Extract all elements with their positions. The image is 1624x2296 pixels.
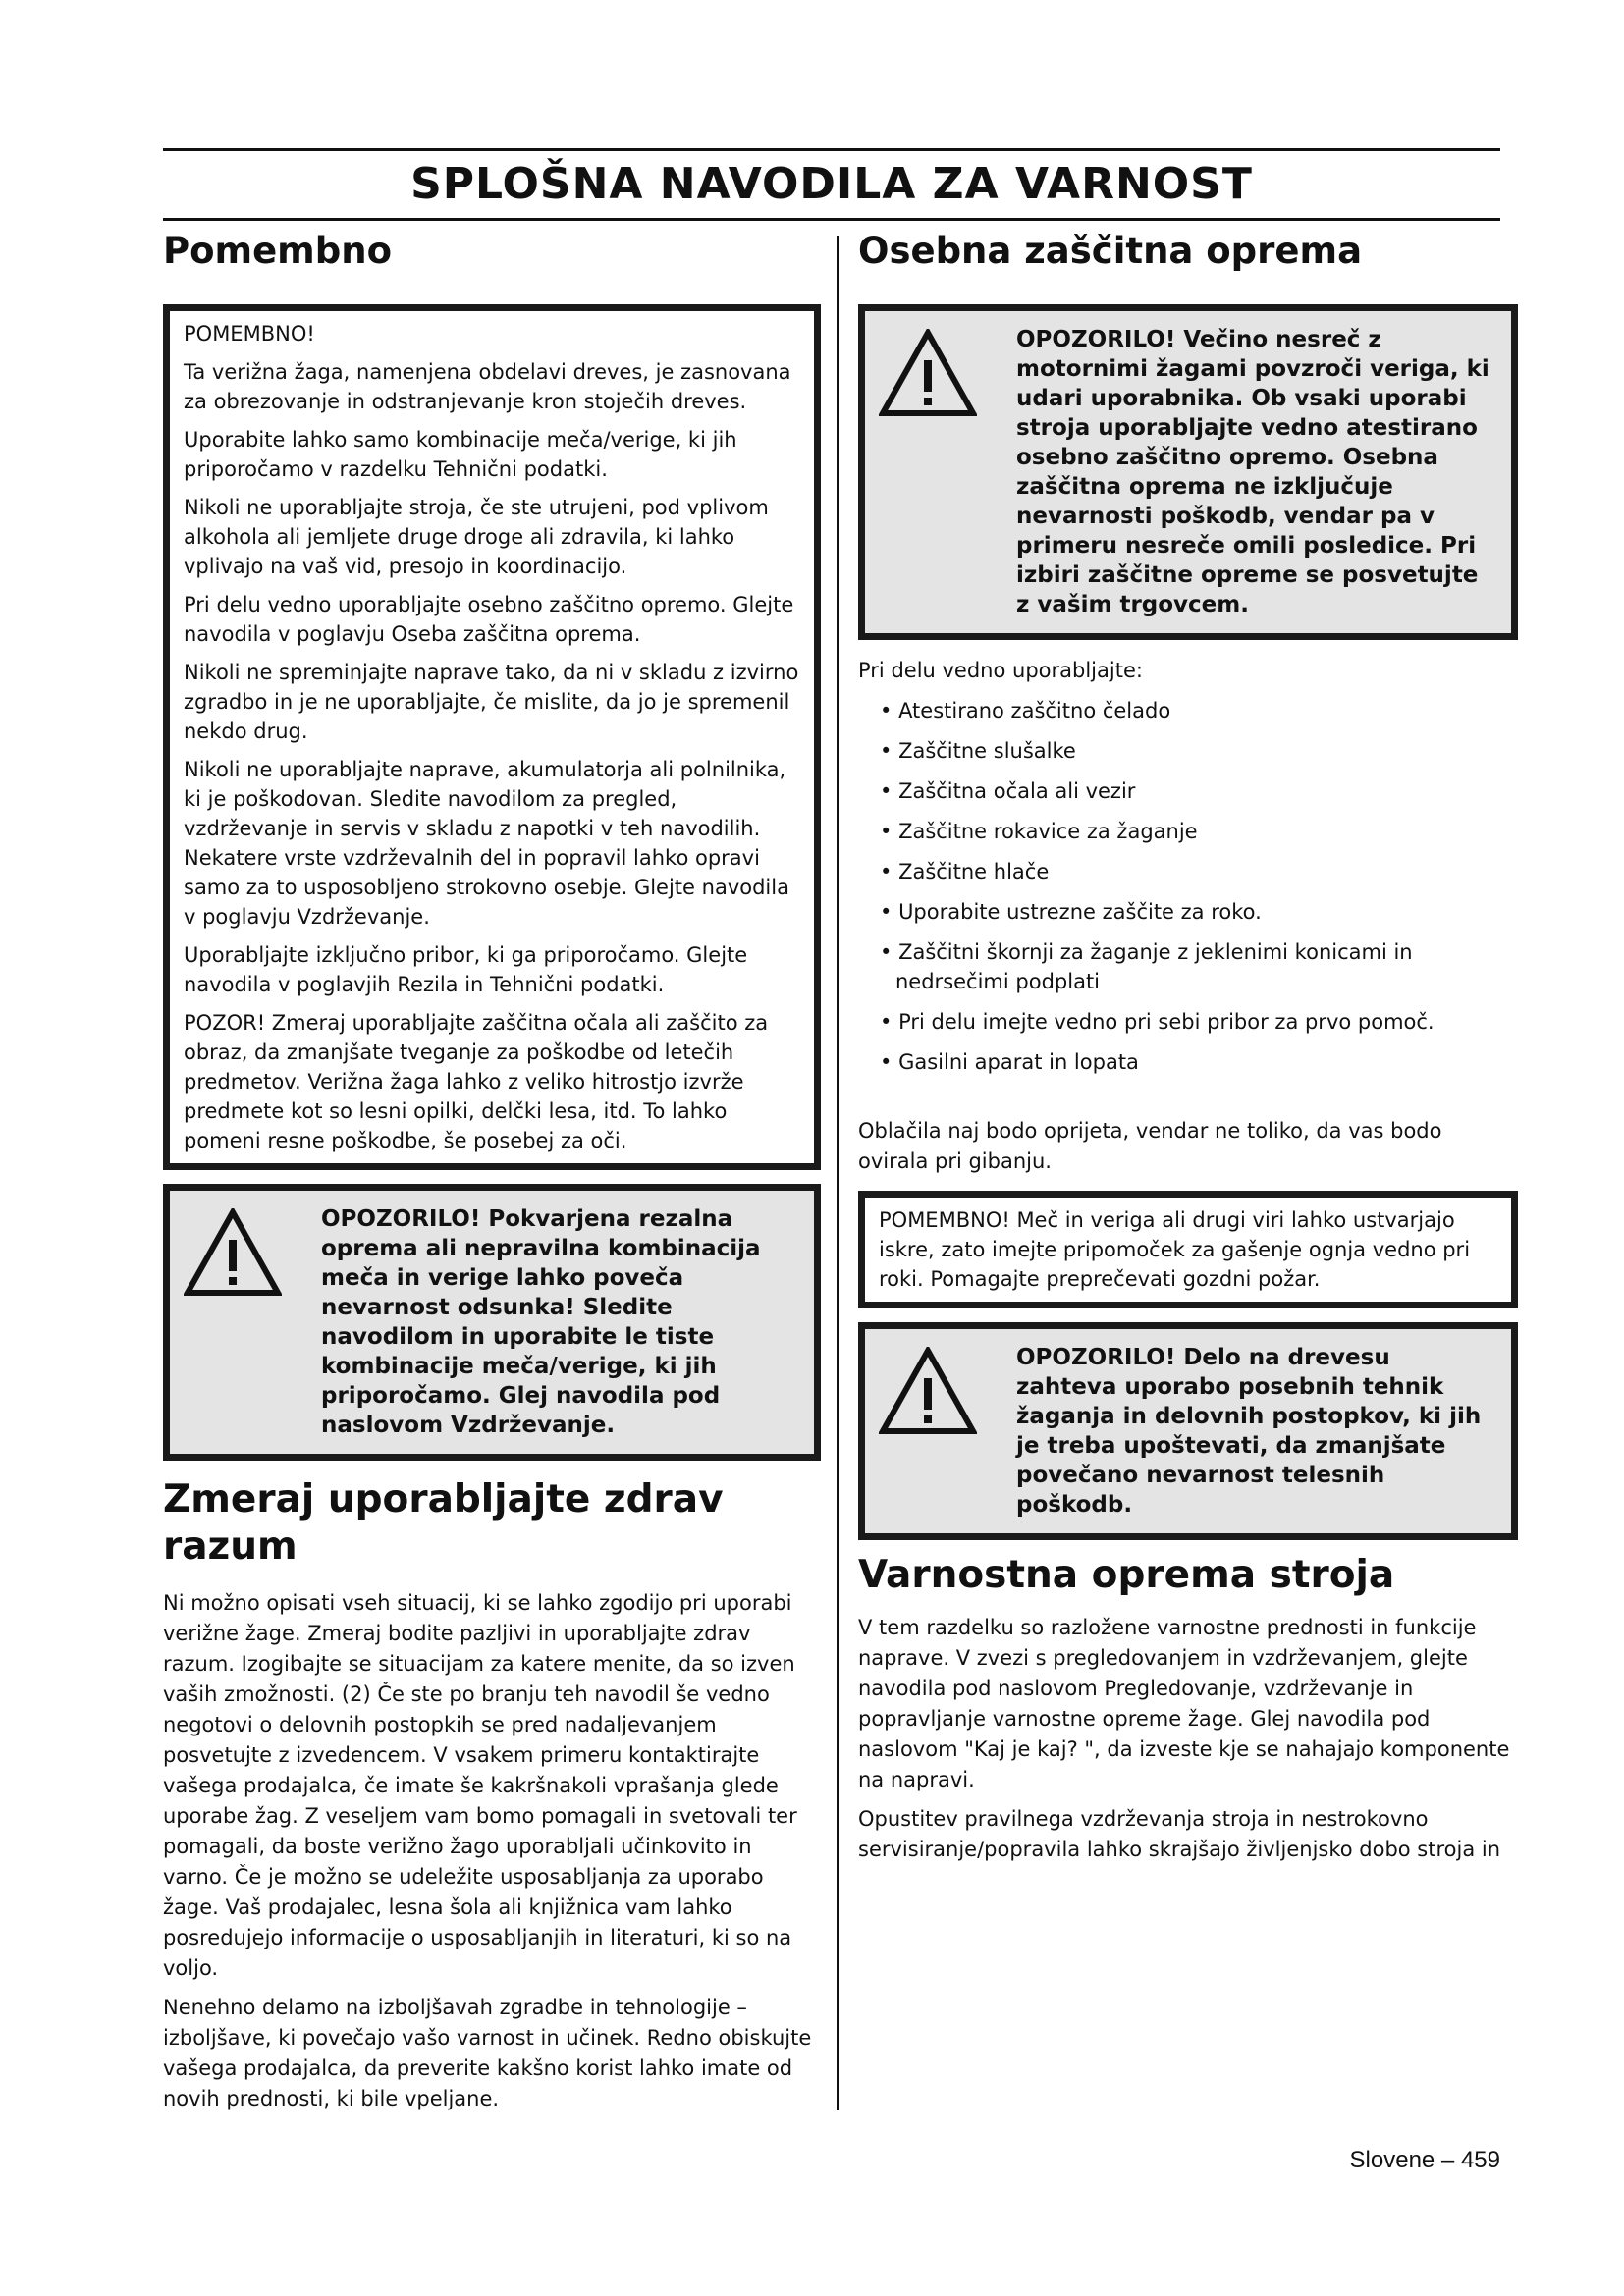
title-rule-bottom	[163, 218, 1500, 221]
notice-paragraph: Nikoli ne uporabljajte stroja, če ste utrujeni, pod vplivom alkohola ali jemljete druge droge ali zdravila, ki lahko vplivajo na vaš vid, presojo in koordinacijo.	[184, 496, 769, 578]
title-rule-top	[163, 148, 1500, 151]
heading-ppe: Osebna zaščitna oprema	[858, 230, 1363, 272]
list-item: • Zaščitne slušalke	[858, 736, 1518, 766]
important-notice-box	[163, 304, 821, 1170]
machine-paragraph: V tem razdelku so razložene varnostne prednosti in funkcije naprave. V zvezi s pregledovanjem in vzdrževanjem, glejte navodila pod naslovom Pregledovanje, vzdrževanje in popravljanje varnostne opreme žage. Glej navodila pod naslovom "Kaj je kaj? ", da izveste kje se nahajajo komponente na napravi.	[858, 1616, 1510, 1791]
ppe-list	[858, 696, 1518, 1077]
list-item: • Pri delu imejte vedno pri sebi pribor za prvo pomoč.	[858, 1007, 1518, 1037]
left-column	[163, 228, 821, 2123]
notice-paragraph: Pri delu vedno uporabljajte osebno zaščitno opremo. Glejte navodila v poglavju Oseba zaščitna oprema.	[184, 593, 794, 646]
list-item: • Zaščitne hlače	[858, 857, 1518, 886]
warning-triangle-icon	[184, 1204, 292, 1440]
important-fire-box	[858, 1191, 1518, 1308]
list-item: • Zaščitne rokavice za žaganje	[858, 817, 1518, 846]
warning-box-tree-work	[858, 1322, 1518, 1540]
list-item: • Gasilni aparat in lopata	[858, 1047, 1518, 1077]
page-footer: Slovene – 459	[1349, 2147, 1500, 2173]
warning-triangle-icon	[879, 325, 987, 619]
notice-paragraph: POMEMBNO!	[184, 322, 315, 346]
list-item: • Uporabite ustrezne zaščite za roko.	[858, 897, 1518, 927]
warning-box-cutting-equipment	[163, 1184, 821, 1461]
notice-paragraph: Nikoli ne spreminjajte naprave tako, da ni v skladu z izvirno zgradbo in je ne uporabljajte, če mislite, da jo je spremenil nekdo drug.	[184, 661, 799, 743]
right-column	[858, 228, 1518, 1874]
warning-text: OPOZORILO! Delo na drevesu zahteva uporabo posebnih tehnik žaganja in delovnih postopkov, ki jih je treba upoštevati, da zmanjšate povečano nevarnost telesnih poškodb.	[1016, 1345, 1482, 1518]
list-item: • Zaščitni škornji za žaganje z jeklenimi konicami in nedrsečimi podplati	[858, 937, 1518, 996]
warning-text: OPOZORILO! Večino nesreč z motornimi žagami povzroči veriga, ki udari uporabnika. Ob vsaki uporabi stroja uporabljajte vedno atestirano osebno zaščitno opremo. Osebna zaščitna oprema ne izključuje nevarnosti poškodb, vendar pa v primeru nesreče omili posledice. Pri izbiri zaščitne opreme se posvetujte z vašim trgovcem.	[1016, 327, 1489, 617]
notice-paragraph: Nikoli ne uporabljajte naprave, akumulatorja ali polnilnika, ki je poškodovan. Sledite navodilom za pregled, vzdrževanje in servis v skladu z napotki v teh navodilih. Nekatere vrste vzdrževalnih del in popravil lahko opravi samo za to usposobljeno strokovno osebje. Glejte navodila v poglavju Vzdrževanje.	[184, 758, 789, 929]
common-sense-paragraph: Ni možno opisati vseh situacij, ki se lahko zgodijo pri uporabi verižne žage. Zmeraj bodite pazljivi in uporabljajte zdrav razum. Izogibajte se situacijam za katere menite, da so izven vaših zmožnosti. (2) Če ste po branju teh navodil še vedno negotovi o delovnih postopkih se pred nadaljevanjem posvetujte z izvedencem. V vsakem primeru kontaktirajte vašega prodajalca, če imate še kakršnakoli vprašanja glede uporabe žag. Z veseljem vam bomo pomagali in svetovali ter pomagali, da boste verižno žago uporabljali učinkovito in varno. Če je možno se udeležite usposabljanja za uporabo žage. Vaš prodajalec, lesna šola ali knjižnica vam lahko posredujejo informacije o usposabljanjih in literaturi, ki so na voljo.	[163, 1591, 797, 1980]
machine-paragraph: Opustitev pravilnega vzdrževanja stroja in nestrokovno servisiranje/popravila lahko skrajšajo življenjsko dobo stroja in	[858, 1807, 1501, 1861]
heading-common-sense: Zmeraj uporabljajte zdrav razum	[163, 1477, 724, 1569]
page-title: SPLOŠNA NAVODILA ZA VARNOST	[410, 159, 1253, 209]
column-divider	[837, 236, 839, 2110]
warning-text: OPOZORILO! Pokvarjena rezalna oprema ali nepravilna kombinacija meča in verige lahko poveča nevarnost odsunka! Sledite navodilom in uporabite le tiste kombinacije meča/verige, ki jih priporočamo. Glej navodila pod naslovom Vzdrževanje.	[321, 1206, 761, 1438]
warning-box-ppe	[858, 304, 1518, 640]
common-sense-paragraph: Nenehno delamo na izboljšavah zgradbe in tehnologije – izboljšave, ki povečajo vašo varnost in učinek. Redno obiskujte vašega prodajalca, da preverite kakšno korist lahko imate od novih prednosti, ki bile vpeljane.	[163, 1996, 812, 2110]
heading-machine-safety: Varnostna oprema stroja	[858, 1553, 1395, 1597]
notice-paragraph: POZOR! Zmeraj uporabljajte zaščitna očala ali zaščito za obraz, da zmanjšate tveganje za poškodbe od letečih predmetov. Verižna žaga lahko z veliko hitrostjo izvrže predmete kot so lesni opilki, delčki lesa, itd. To lahko pomeni resne poškodbe, še posebej za oči.	[184, 1011, 769, 1152]
notice-paragraph: POMEMBNO! Meč in veriga ali drugi viri lahko ustvarjajo iskre, zato imejte pripomoček za gašenje ognja vedno pri roki. Pomagajte preprečevati gozdni požar.	[879, 1208, 1471, 1291]
clothing-note: Oblačila naj bodo oprijeta, vendar ne toliko, da vas bodo ovirala pri gibanju.	[858, 1119, 1442, 1173]
list-item: • Zaščitna očala ali vezir	[858, 776, 1518, 806]
warning-triangle-icon	[879, 1343, 987, 1520]
notice-paragraph: Uporabite lahko samo kombinacije meča/verige, ki jih priporočamo v razdelku Tehnični podatki.	[184, 428, 737, 481]
notice-paragraph: Uporabljajte izključno pribor, ki ga priporočamo. Glejte navodila v poglavjih Rezila in Tehnični podatki.	[184, 943, 748, 996]
notice-paragraph: Ta verižna žaga, namenjena obdelavi dreves, je zasnovana za obrezovanje in odstranjevanje kron stoječih dreves.	[184, 360, 791, 413]
list-item: • Atestirano zaščitno čelado	[858, 696, 1518, 725]
ppe-intro: Pri delu vedno uporabljajte:	[858, 659, 1143, 682]
heading-important: Pomembno	[163, 230, 392, 272]
